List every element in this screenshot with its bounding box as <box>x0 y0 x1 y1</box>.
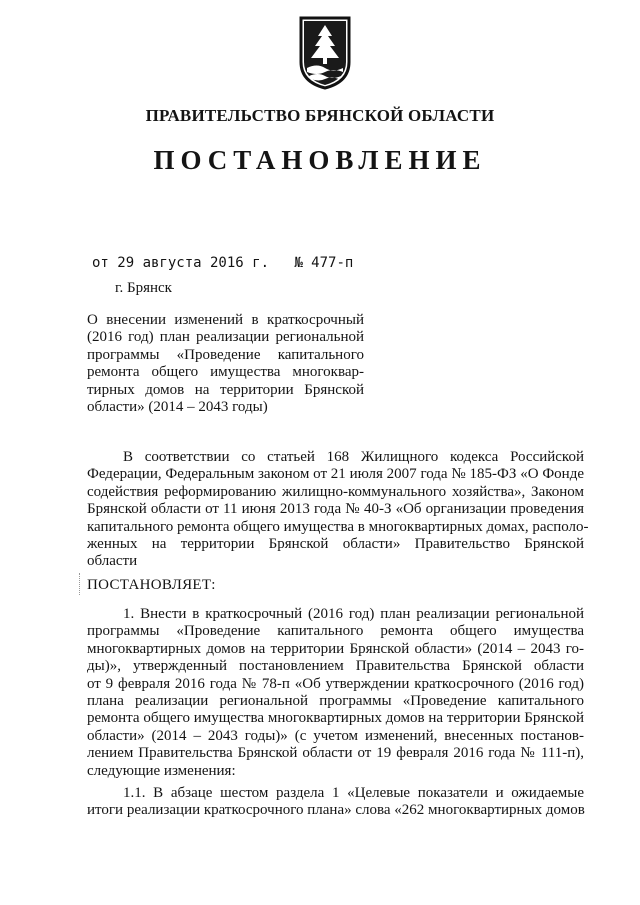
document-subject <box>87 312 364 416</box>
preamble-line: Брянской области от 11 июня 2013 года № 40-З «Об организации проведения <box>87 501 584 518</box>
coat-of-arms-emblem <box>299 16 351 90</box>
preamble-line: содействия реформированию жилищно-коммунального хозяйства», Законом <box>87 483 584 500</box>
item-1-line: 1. Внести в краткосрочный (2016 год) план реализации региональной <box>123 606 584 622</box>
subject-line: ремонта общего имущества многоквар- <box>87 364 364 381</box>
preamble-line: Федерации, Федеральным законом от 21 июля 2007 года № 185-ФЗ «О Фонде <box>87 466 584 483</box>
item-1-line: следующие изменения: <box>87 762 236 779</box>
item-1-line: лением Правительства Брянской области от 19 февраля 2016 года № 111-п), <box>87 745 584 762</box>
subject-line: тирных домов на территории Брянской <box>87 381 364 398</box>
item-1-line: области» (2014 – 2043 годы)» (с учетом изменений, внесенных постанов- <box>87 727 584 744</box>
document-number: № 477-п <box>294 255 354 271</box>
item-1-line: ды)», утвержденный постановлением Правительства Брянской области <box>87 658 584 675</box>
item-1-line: от 9 февраля 2016 года № 78-п «Об утверждении краткосрочного (2016 год) <box>87 675 584 692</box>
subject-line: О внесении изменений в краткосрочный <box>87 312 364 328</box>
preamble-paragraph <box>87 449 589 571</box>
document-date: от 29 августа 2016 г. <box>92 255 270 271</box>
document-date-number <box>92 255 353 271</box>
document-city: г. Брянск <box>115 280 172 296</box>
organization-title: ПРАВИТЕЛЬСТВО БРЯНСКОЙ ОБЛАСТИ <box>145 106 495 125</box>
preamble-line: В соответствии со статьей 168 Жилищного кодекса Российской <box>123 449 584 465</box>
margin-mark <box>79 573 82 595</box>
document-type-heading: ПОСТАНОВЛЕНИЕ <box>153 145 487 175</box>
subject-line: программы «Проведение капитального <box>87 346 364 363</box>
subject-line: (2016 год) план реализации региональной <box>87 329 364 346</box>
item-1-line: ремонта общего имущества многоквартирных домов на территории Брянской <box>87 710 584 727</box>
preamble-line: области <box>87 553 138 570</box>
preamble-line: капитального ремонта общего имущества в многоквартирных домах, располо- <box>87 518 589 535</box>
item-1-line: многоквартирных домов на территории Брянской области» (2014 – 2043 го- <box>87 640 584 657</box>
decree-word: ПОСТАНОВЛЯЕТ: <box>87 577 216 593</box>
item-1-line: программы «Проведение капитального ремонта общего имущества <box>87 623 584 640</box>
item-1-paragraph <box>87 606 584 780</box>
item-1-line: плана реализации региональной программы «Проведение капитального <box>87 693 584 710</box>
subject-line: области» (2014 – 2043 годы) <box>87 399 268 416</box>
item-1-1-paragraph <box>87 785 584 820</box>
item-1-1-line: 1.1. В абзаце шестом раздела 1 «Целевые показатели и ожидаемые <box>123 785 584 801</box>
item-1-1-line: итоги реализации краткосрочного плана» слова «262 многоквартирных домов <box>87 802 585 819</box>
preamble-line: женных на территории Брянской области» Правительство Брянской <box>87 536 584 553</box>
